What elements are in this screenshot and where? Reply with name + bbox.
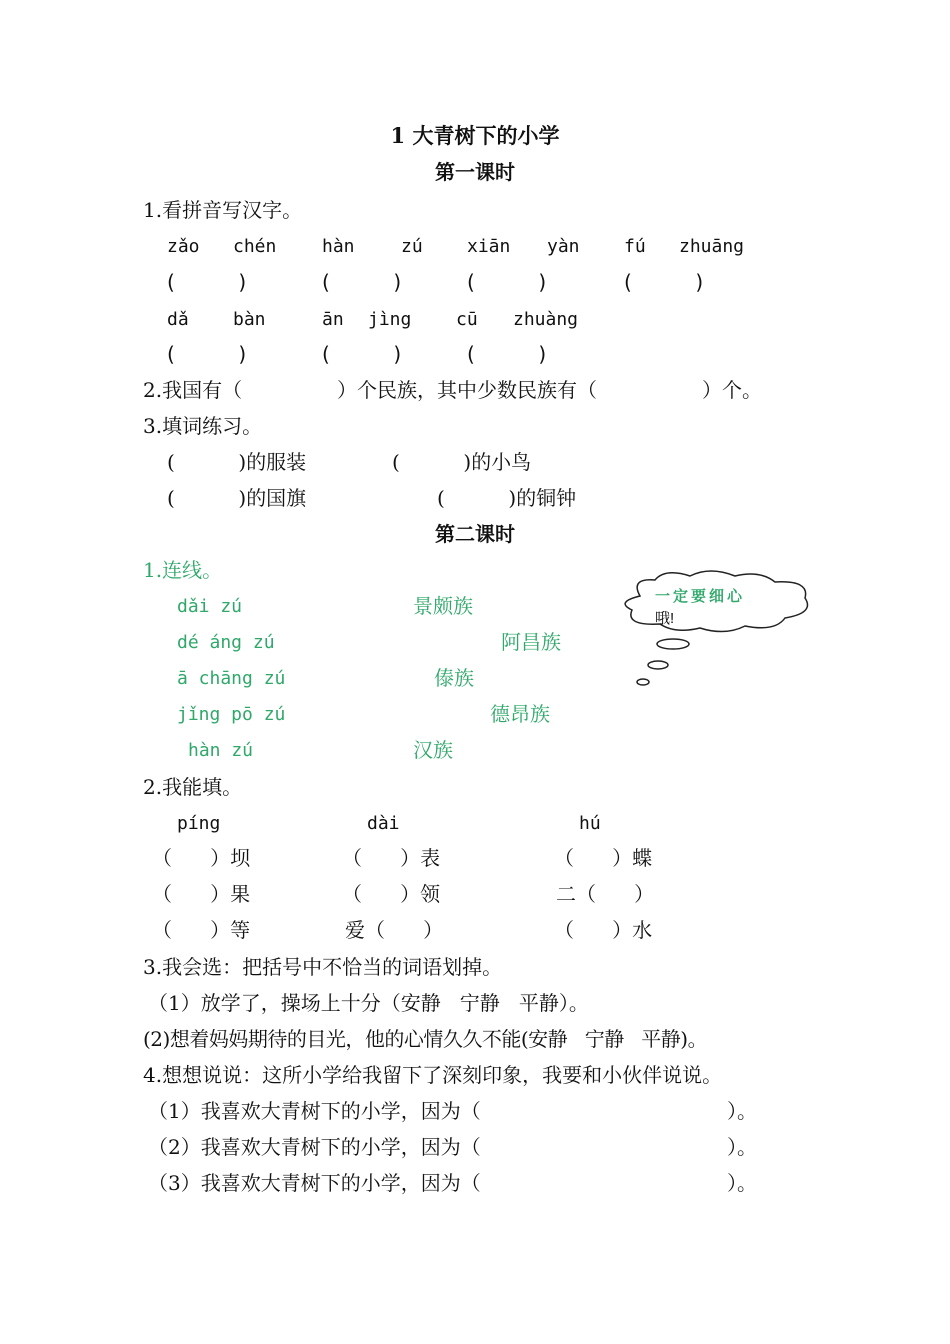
fill-cell[interactable]: （ ）表: [342, 846, 441, 870]
fill-item: ( )的铜钟: [437, 486, 577, 510]
fill-cell[interactable]: （ ）领: [342, 882, 441, 906]
q2-label: 2.我能填。: [143, 775, 243, 799]
bubble-text: 哦!: [655, 610, 675, 627]
fill-cell[interactable]: （ ）水: [554, 918, 653, 942]
lesson1-heading: 第一课时: [435, 160, 515, 184]
fill-item: ( )的服装: [167, 450, 307, 474]
pinyin: zhuàng: [513, 309, 579, 330]
ethnic-pinyin: dé áng zú: [177, 632, 275, 653]
q3-select-label: 3.我会选：把括号中不恰当的词语划掉。: [143, 955, 503, 979]
q1-label: 1.看拼音写汉字。: [143, 198, 303, 222]
q4-line-suffix: ）。: [727, 1135, 757, 1159]
q4-label: 4.想想说说：这所小学给我留下了深刻印象，我要和小伙伴说说。: [143, 1063, 723, 1087]
ethnic-pinyin: ā chāng zú: [177, 668, 286, 689]
fill-cell[interactable]: （ ）等: [152, 918, 251, 942]
bubble-text: 一定要细心: [655, 588, 746, 605]
pinyin: cū: [456, 309, 478, 330]
answer-blank[interactable]: ( ): [467, 270, 547, 294]
pinyin: xiān: [467, 236, 511, 257]
ethnic-name[interactable]: 汉族: [413, 738, 453, 762]
pinyin: píng: [177, 813, 221, 834]
fill-item: ( )的国旗: [167, 486, 307, 510]
answer-blank[interactable]: ( ): [322, 270, 402, 294]
pinyin: hú: [579, 813, 601, 834]
pinyin: chén: [233, 236, 277, 257]
page-title: 1 大青树下的小学: [390, 123, 560, 148]
ethnic-pinyin: jǐng pō zú: [177, 704, 286, 725]
q3-sentence: (2)想着妈妈期待的目光，他的心情久久不能(安静 宁静 平静)。: [143, 1027, 708, 1051]
q4-line-prefix: （2）我喜欢大青树下的小学，因为（: [148, 1135, 481, 1159]
ethnic-name[interactable]: 德昂族: [490, 702, 550, 726]
fill-cell[interactable]: （ ）蝶: [554, 846, 653, 870]
ethnic-name[interactable]: 阿昌族: [501, 630, 561, 654]
fill-cell[interactable]: 爱（ ）: [345, 918, 444, 942]
pinyin: zú: [401, 236, 423, 257]
pinyin: jìng: [368, 309, 412, 330]
ethnic-pinyin: hàn zú: [188, 740, 254, 761]
fill-cell[interactable]: （ ）坝: [152, 846, 251, 870]
answer-blank[interactable]: ( ): [322, 342, 402, 366]
q4-line-suffix: ）。: [727, 1171, 757, 1195]
fill-item-text: 的小鸟: [471, 450, 532, 474]
fill-item: ( )的小鸟: [392, 450, 532, 474]
pinyin: ān: [322, 309, 344, 330]
answer-blank[interactable]: ( ): [167, 270, 247, 294]
ethnic-name[interactable]: 景颇族: [413, 594, 473, 618]
pinyin: dǎ: [167, 309, 189, 330]
q2-part3: ）个。: [702, 378, 762, 402]
fill-cell[interactable]: （ ）果: [152, 882, 251, 906]
ethnic-pinyin: dǎi zú: [177, 596, 243, 617]
pinyin: fú: [624, 236, 646, 257]
fill-cell[interactable]: 二（ ）: [556, 882, 655, 906]
fill-item-text: 的国旗: [246, 486, 307, 510]
answer-blank[interactable]: ( ): [467, 342, 547, 366]
ethnic-name[interactable]: 傣族: [434, 666, 474, 690]
cloud-icon: [610, 568, 820, 688]
q4-line-suffix: ）。: [727, 1099, 757, 1123]
pinyin: bàn: [233, 309, 266, 330]
q2-part1: 2.我国有（: [143, 378, 243, 402]
q3-label: 3.填词练习。: [143, 414, 263, 438]
q4-line-prefix: （3）我喜欢大青树下的小学，因为（: [148, 1171, 481, 1195]
q3-sentence: （1）放学了，操场上十分（安静 宁静 平静）。: [148, 991, 589, 1015]
pinyin: yàn: [547, 236, 580, 257]
lesson2-heading: 第二课时: [435, 522, 515, 546]
fill-item-text: 的服装: [246, 450, 307, 474]
thought-bubble: [610, 568, 820, 688]
connect-label: 1.连线。: [143, 558, 223, 582]
answer-blank[interactable]: ( ): [624, 270, 704, 294]
fill-item-text: 的铜钟: [516, 486, 577, 510]
pinyin: zhuāng: [679, 236, 745, 257]
pinyin: zǎo: [167, 236, 200, 257]
pinyin: dài: [367, 813, 400, 834]
pinyin: hàn: [322, 236, 355, 257]
answer-blank[interactable]: ( ): [167, 342, 247, 366]
q4-line-prefix: （1）我喜欢大青树下的小学，因为（: [148, 1099, 481, 1123]
q2-part2: ）个民族，其中少数民族有（: [337, 378, 597, 402]
